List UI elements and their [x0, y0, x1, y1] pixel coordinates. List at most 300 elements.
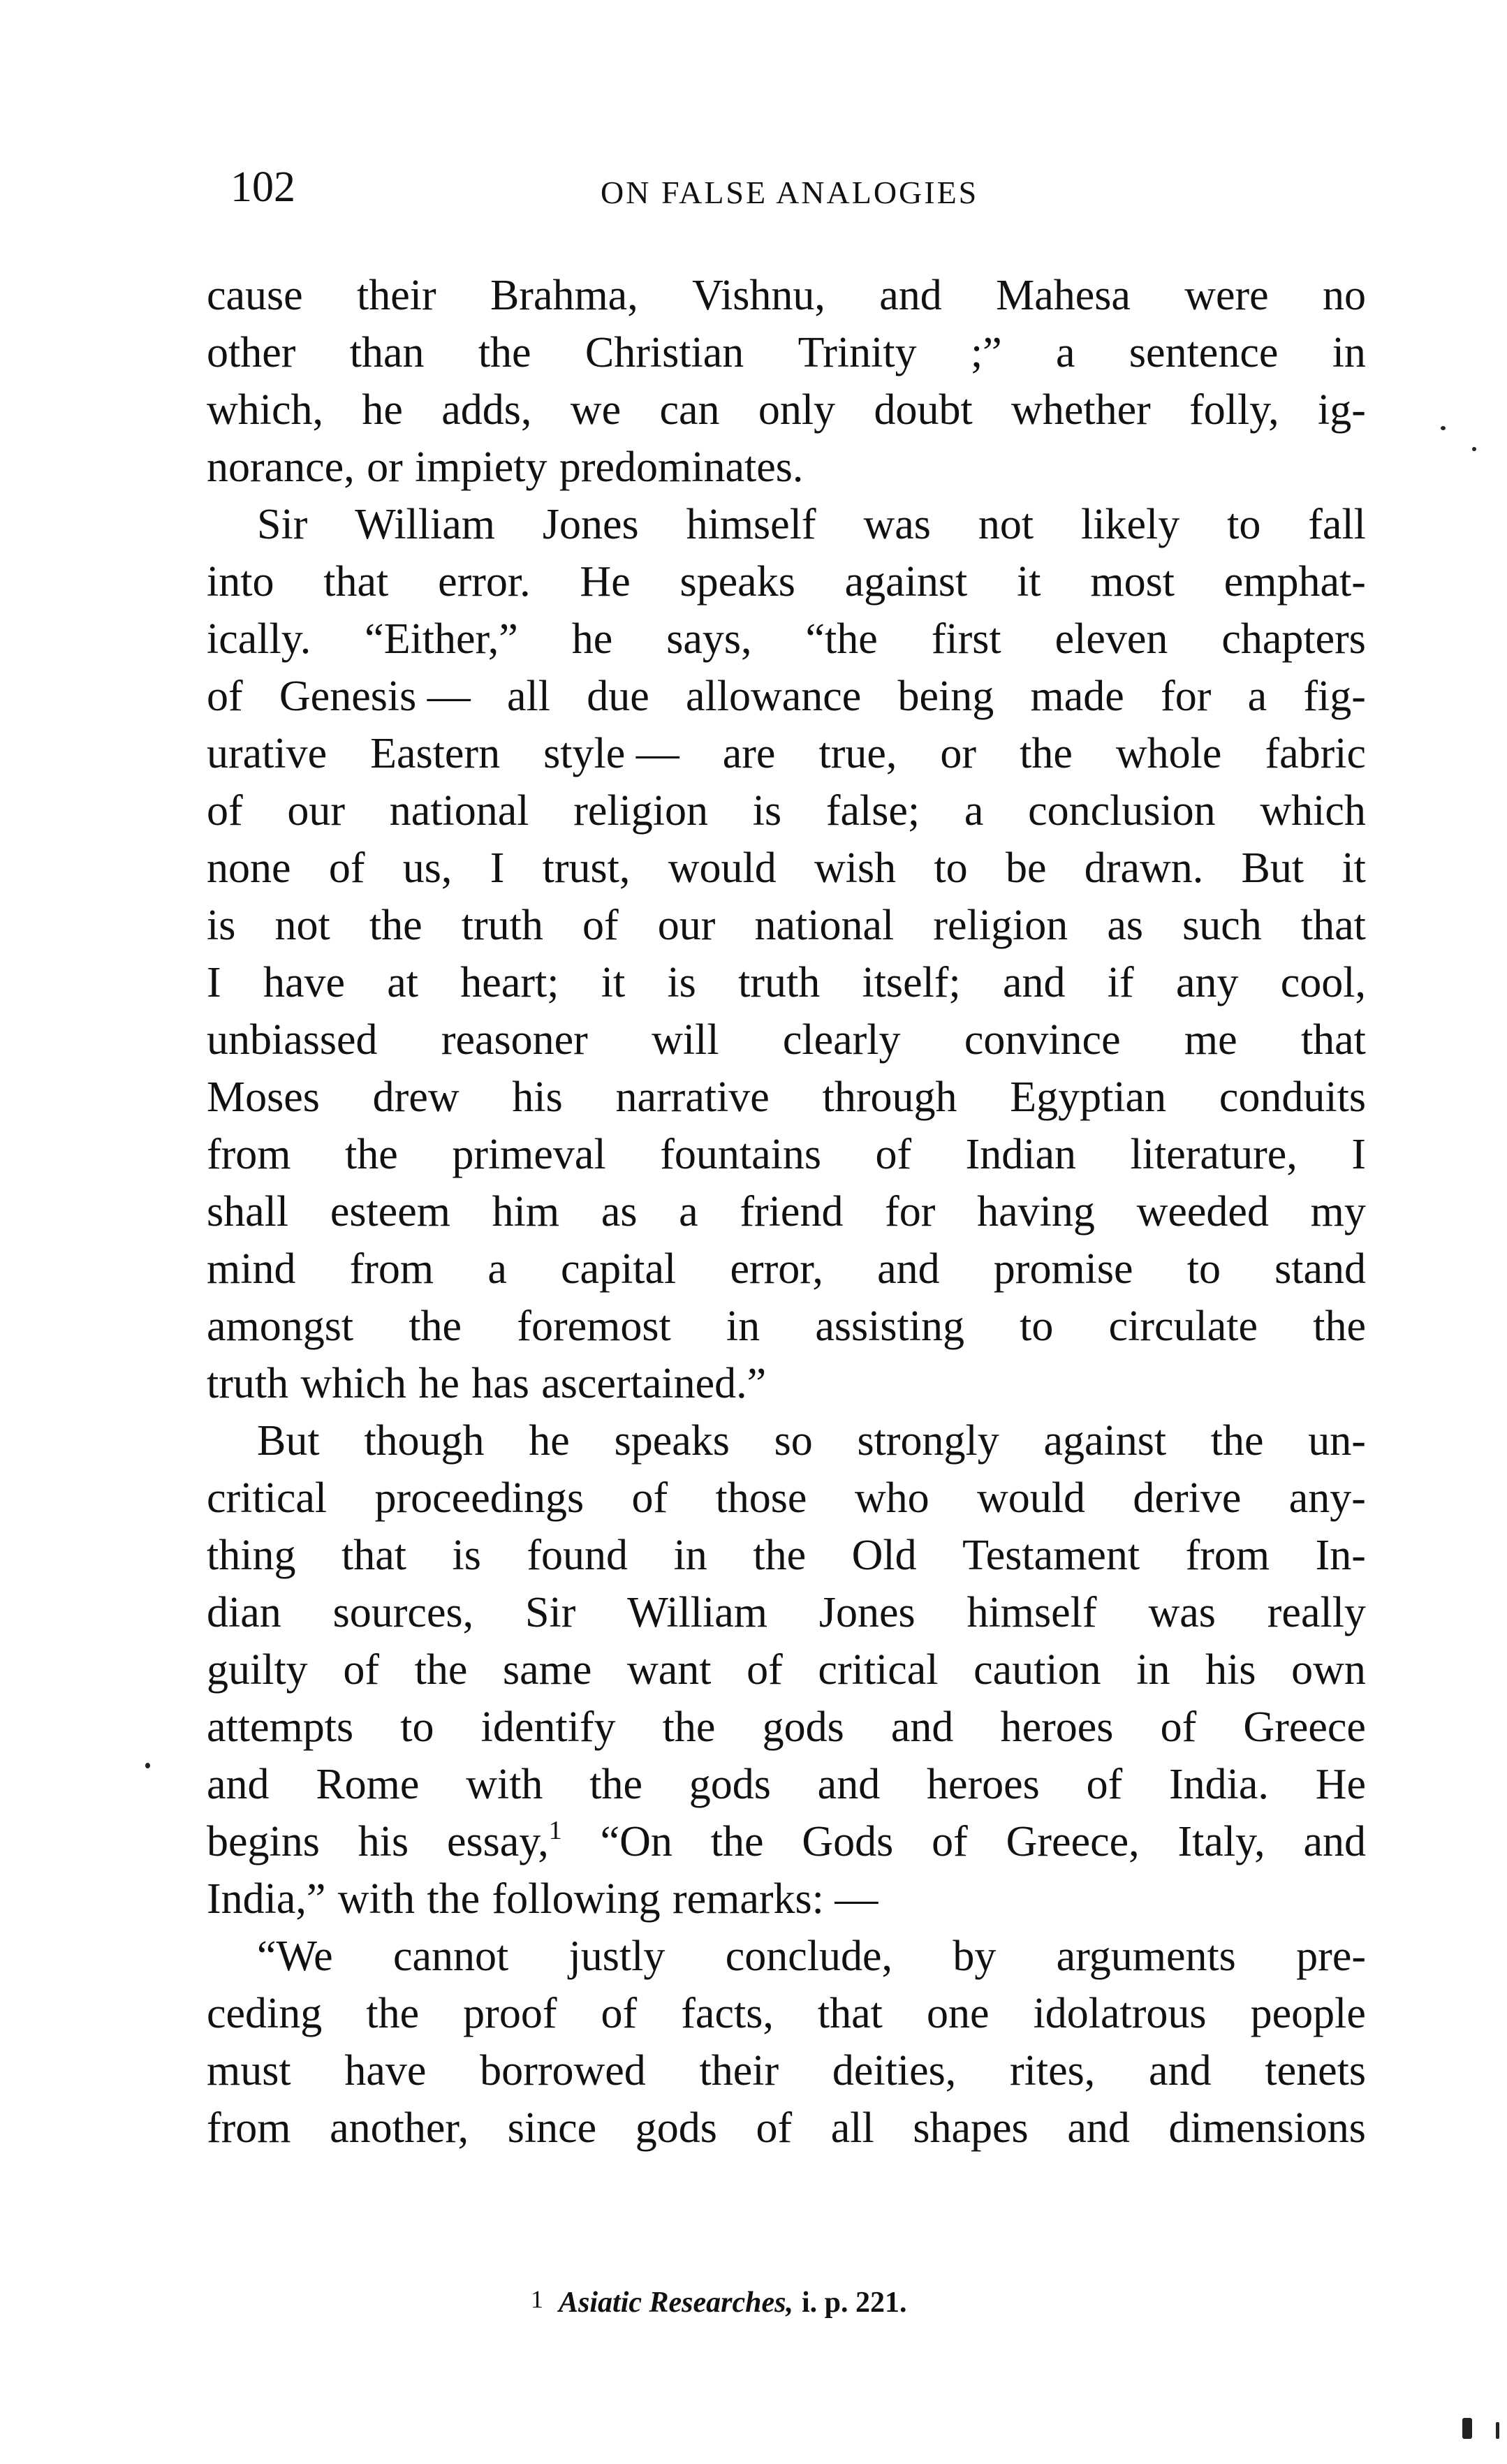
word: of — [328, 844, 365, 892]
word: true, — [818, 730, 897, 777]
word: from — [349, 1245, 434, 1293]
word: a — [964, 787, 984, 835]
text-line — [207, 1641, 1366, 1699]
word: unbiassed — [207, 1016, 378, 1064]
word: stand — [1274, 1245, 1366, 1293]
word: are — [722, 730, 776, 777]
word: ascertained.” — [541, 1360, 767, 1407]
word: he — [529, 1417, 570, 1465]
word: were — [1184, 272, 1269, 319]
text-line — [207, 1126, 1366, 1183]
text-line — [207, 725, 1366, 782]
word: justly — [568, 1933, 666, 1980]
word: But — [1241, 844, 1304, 892]
text-line — [207, 1928, 1366, 1985]
word: our — [287, 787, 346, 835]
word: reasoner — [441, 1016, 588, 1064]
word: one — [926, 1990, 990, 2037]
word: only — [758, 386, 836, 434]
text-line — [207, 1240, 1366, 1298]
word: whole — [1115, 730, 1222, 777]
word: of — [875, 1131, 912, 1178]
word: of — [207, 673, 243, 720]
word: speaks — [614, 1417, 730, 1465]
word: deities, — [832, 2047, 957, 2095]
word: conclude, — [725, 1933, 892, 1980]
text-line — [207, 1069, 1366, 1126]
word: would — [668, 844, 777, 892]
word: predominates. — [559, 443, 804, 491]
text-line — [207, 1527, 1366, 1584]
word: of — [631, 1474, 668, 1522]
word: us, — [402, 844, 453, 892]
word: drawn. — [1084, 844, 1204, 892]
word: truth — [461, 902, 543, 949]
word: want — [626, 1646, 712, 1694]
page-header — [230, 159, 1348, 215]
word: is — [207, 902, 236, 949]
word: He — [1315, 1761, 1366, 1808]
word: ig- — [1318, 386, 1366, 434]
word: or — [367, 443, 403, 491]
word: shall — [207, 1188, 289, 1235]
word: Greece — [1243, 1703, 1366, 1751]
word: must — [207, 2047, 291, 2095]
word: or — [940, 730, 977, 777]
word: the — [427, 1875, 480, 1923]
word: He — [580, 558, 631, 606]
word: “On — [600, 1818, 672, 1865]
word: own — [1291, 1646, 1366, 1694]
word: Trinity — [797, 329, 917, 376]
word: cannot — [392, 1933, 509, 1980]
word: truth — [738, 959, 821, 1006]
word: me — [1184, 1016, 1237, 1064]
word: he — [362, 386, 403, 434]
word: the — [478, 329, 531, 376]
word: William — [627, 1589, 767, 1636]
footnote — [531, 2278, 907, 2324]
word: has — [471, 1360, 529, 1407]
word: can — [659, 386, 720, 434]
word: critical — [207, 1474, 328, 1522]
word: of — [747, 1646, 783, 1694]
word: first — [931, 615, 1001, 663]
word: trust, — [542, 844, 631, 892]
word: of — [1160, 1703, 1197, 1751]
text-line — [207, 1469, 1366, 1527]
word: for — [1161, 673, 1212, 720]
text-line — [207, 1584, 1366, 1641]
word: identify — [480, 1703, 616, 1751]
text-line — [207, 553, 1366, 610]
word: a — [679, 1188, 698, 1235]
word: than — [349, 329, 425, 376]
word: ically. — [207, 615, 311, 663]
word: through — [822, 1073, 957, 1121]
word: weeded — [1136, 1188, 1269, 1235]
word: his — [358, 1818, 409, 1865]
text-line — [207, 839, 1366, 897]
word: Brahma, — [490, 272, 638, 319]
word: all — [506, 673, 550, 720]
word: William — [355, 501, 495, 548]
word: I — [1351, 1131, 1366, 1178]
word: says, — [666, 615, 752, 663]
word: Genesis — — [279, 673, 471, 720]
word: dimensions — [1168, 2104, 1366, 2152]
word: so — [774, 1417, 813, 1465]
text-line — [207, 1870, 1366, 1928]
word: that — [1300, 1016, 1366, 1064]
scan-speck — [145, 1763, 150, 1768]
word: of — [1086, 1761, 1123, 1808]
text-line — [207, 954, 1366, 1011]
word: it — [1017, 558, 1041, 606]
word: as — [1107, 902, 1143, 949]
word: guilty — [207, 1646, 308, 1694]
word: arguments — [1056, 1933, 1236, 1980]
word: heart; — [460, 959, 559, 1006]
word: fall — [1308, 501, 1366, 548]
word: remarks: — — [672, 1875, 879, 1923]
word: ;” — [970, 329, 1002, 376]
word: fountains — [660, 1131, 821, 1178]
word: essay,$^1$ — [446, 1816, 562, 1865]
word: impiety — [415, 443, 547, 491]
word: In- — [1315, 1532, 1366, 1579]
word: the — [1210, 1417, 1264, 1465]
text-line — [207, 897, 1366, 954]
word: rites, — [1010, 2047, 1096, 2095]
word: following — [492, 1875, 661, 1923]
word: of — [601, 1990, 638, 2037]
word: friend — [740, 1188, 844, 1235]
word: Egyptian — [1010, 1073, 1167, 1121]
word: allowance — [685, 673, 862, 720]
word: really — [1267, 1589, 1366, 1636]
word: capital — [561, 1245, 677, 1293]
word: the — [345, 1131, 398, 1178]
text-line — [207, 1011, 1366, 1069]
scan-speck — [1472, 447, 1476, 451]
word: none — [207, 844, 291, 892]
word: national — [389, 787, 529, 835]
running-title: ON FALSE ANALOGIES — [601, 175, 979, 210]
word: and — [1303, 1818, 1366, 1865]
word: Italy, — [1177, 1818, 1265, 1865]
word: the — [662, 1703, 716, 1751]
word: Rome — [316, 1761, 420, 1808]
word: dian — [207, 1589, 281, 1636]
word: from — [207, 1131, 291, 1178]
word: mind — [207, 1245, 296, 1293]
word: I — [490, 844, 505, 892]
word: urative — [207, 730, 328, 777]
word: such — [1182, 902, 1262, 949]
word: to — [1186, 1245, 1221, 1293]
word: the — [1313, 1303, 1366, 1350]
word: with — [466, 1761, 543, 1808]
word: a — [1247, 673, 1267, 720]
word: Jones — [542, 501, 639, 548]
word: promise — [993, 1245, 1133, 1293]
word: since — [507, 2104, 597, 2152]
word: not — [274, 902, 330, 949]
word: Testament — [962, 1532, 1140, 1579]
word: into — [207, 558, 274, 606]
word: Gods — [802, 1818, 894, 1865]
word: being — [897, 673, 994, 720]
word: begins — [207, 1818, 320, 1865]
word: religion — [933, 902, 1068, 949]
word: Vishnu, — [692, 272, 825, 319]
word: sentence — [1129, 329, 1279, 376]
text-line — [207, 1985, 1366, 2042]
word: assisting — [815, 1303, 964, 1350]
word: in — [673, 1532, 707, 1579]
word: though — [364, 1417, 485, 1465]
word: the — [366, 1990, 420, 2037]
word: Old — [851, 1532, 917, 1579]
word: that — [341, 1532, 406, 1579]
word: not — [978, 501, 1034, 548]
page-number: 102 — [230, 163, 295, 211]
word: which — [1260, 787, 1366, 835]
word: it — [1341, 844, 1366, 892]
word: at — [387, 959, 419, 1006]
word: heroes — [926, 1761, 1040, 1808]
word: that — [817, 1990, 883, 2037]
word: any — [1175, 959, 1239, 1006]
word: of — [582, 902, 619, 949]
word: Christian — [585, 329, 744, 376]
word: the — [414, 1646, 468, 1694]
word: in — [1136, 1646, 1170, 1694]
word: Moses — [207, 1073, 320, 1121]
word: his — [1205, 1646, 1256, 1694]
word: a — [487, 1245, 507, 1293]
word: against — [1043, 1417, 1167, 1465]
text-line — [207, 668, 1366, 725]
text-line — [207, 782, 1366, 839]
word: critical — [818, 1646, 939, 1694]
word: in — [1332, 329, 1366, 376]
text-line — [207, 439, 1366, 496]
scan-speck — [1441, 426, 1446, 430]
word: cause — [207, 272, 303, 319]
word: with — [337, 1875, 416, 1923]
word: a — [1056, 329, 1075, 376]
word: “We — [257, 1933, 333, 1980]
word: derive — [1133, 1474, 1242, 1522]
word: it — [601, 959, 626, 1006]
word: ceding — [207, 1990, 323, 2037]
word: against — [844, 558, 968, 606]
word: heroes — [1000, 1703, 1114, 1751]
word: amongst — [207, 1303, 354, 1350]
word: idolatrous — [1033, 1990, 1207, 2037]
word: gods — [635, 2104, 717, 2152]
word: that — [323, 558, 389, 606]
word: whether — [1011, 386, 1151, 434]
word: error, — [730, 1245, 823, 1293]
word: fig- — [1303, 673, 1366, 720]
word: will — [652, 1016, 719, 1064]
text-line — [207, 2099, 1366, 2157]
word: and — [1002, 959, 1066, 1006]
word: to — [1227, 501, 1261, 548]
word: he — [571, 615, 613, 663]
word: cool, — [1280, 959, 1366, 1006]
word: who — [854, 1474, 929, 1522]
text-line — [207, 610, 1366, 668]
word: drew — [372, 1073, 460, 1121]
text-line — [207, 267, 1366, 324]
word: religion — [573, 787, 709, 835]
word: and — [207, 1761, 270, 1808]
word: folly, — [1189, 386, 1279, 434]
word: and — [1149, 2047, 1212, 2095]
word: doubt — [874, 386, 973, 434]
word: adds, — [441, 386, 532, 434]
word: our — [657, 902, 716, 949]
word: I — [207, 959, 221, 1006]
word: from — [207, 2104, 291, 2152]
word: his — [512, 1073, 563, 1121]
word: gods — [689, 1761, 771, 1808]
word: style — — [543, 730, 679, 777]
word: Greece, — [1006, 1818, 1140, 1865]
text-line — [207, 1298, 1366, 1355]
word: Indian — [965, 1131, 1077, 1178]
word: and — [879, 272, 942, 319]
word: is — [452, 1532, 481, 1579]
text-line — [207, 496, 1366, 553]
word: another, — [330, 2104, 469, 2152]
word: India. — [1169, 1761, 1269, 1808]
text-line — [207, 1355, 1366, 1412]
word: no — [1322, 272, 1366, 319]
word: error. — [438, 558, 531, 606]
word: itself; — [862, 959, 961, 1006]
word: and — [817, 1761, 881, 1808]
word: gods — [762, 1703, 844, 1751]
word: have — [344, 2047, 427, 2095]
word: people — [1250, 1990, 1366, 2037]
footnote-source-title: Asiatic Researches, — [559, 2287, 793, 2319]
word: false; — [825, 787, 920, 835]
word: primeval — [452, 1131, 606, 1178]
word: chapters — [1221, 615, 1366, 663]
word: conduits — [1219, 1073, 1366, 1121]
text-line — [207, 1756, 1366, 1813]
word: “Either,” — [365, 615, 518, 663]
word: tenets — [1265, 2047, 1366, 2095]
word: same — [502, 1646, 592, 1694]
word: strongly — [857, 1417, 999, 1465]
word: proof — [463, 1990, 557, 2037]
word: most — [1090, 558, 1175, 606]
word: other — [207, 329, 296, 376]
word: have — [263, 959, 345, 1006]
word: clearly — [782, 1016, 901, 1064]
word: national — [754, 902, 895, 949]
word: if — [1107, 959, 1134, 1006]
word: found — [527, 1532, 628, 1579]
word: to — [400, 1703, 434, 1751]
word: and — [890, 1703, 954, 1751]
word: to — [934, 844, 968, 892]
word: India,” — [207, 1875, 326, 1923]
word: “the — [805, 615, 878, 663]
word: the — [710, 1818, 764, 1865]
word: emphat- — [1223, 558, 1366, 606]
word: is — [752, 787, 782, 835]
word: himself — [686, 501, 816, 548]
word: by — [953, 1933, 997, 1980]
scan-speck — [1462, 2418, 1472, 2439]
word: made — [1030, 673, 1124, 720]
text-line — [207, 1699, 1366, 1756]
word: circulate — [1108, 1303, 1258, 1350]
word: for — [885, 1188, 936, 1235]
text-line — [207, 2042, 1366, 2099]
word: un- — [1308, 1417, 1366, 1465]
word: thing — [207, 1532, 296, 1579]
word: pre- — [1296, 1933, 1366, 1980]
text-line — [207, 1813, 1366, 1870]
footnote-mark: 1 — [531, 2285, 543, 2313]
word: shapes — [913, 2104, 1029, 2152]
word: Mahesa — [996, 272, 1131, 319]
word: truth — [207, 1360, 289, 1407]
word: himself — [966, 1589, 1097, 1636]
word: having — [977, 1188, 1095, 1235]
word: the — [409, 1303, 462, 1350]
word: their — [357, 272, 436, 319]
word: wish — [814, 844, 897, 892]
word: Eastern — [370, 730, 501, 777]
word: of — [343, 1646, 379, 1694]
text-line — [207, 381, 1366, 439]
word: to — [1020, 1303, 1054, 1350]
word: is — [667, 959, 696, 1006]
word: that — [1300, 902, 1366, 949]
word: which, — [207, 386, 324, 434]
word: he — [418, 1360, 460, 1407]
body-text — [207, 267, 1366, 2157]
word: narrative — [615, 1073, 770, 1121]
word: literature, — [1130, 1131, 1298, 1178]
word: as — [601, 1188, 638, 1235]
word: esteem — [330, 1188, 450, 1235]
word: be — [1005, 844, 1047, 892]
word: and — [1067, 2104, 1130, 2152]
word: the — [369, 902, 422, 949]
word: we — [570, 386, 622, 434]
word: him — [492, 1188, 560, 1235]
text-line — [207, 1183, 1366, 1240]
word: of — [756, 2104, 793, 2152]
word: caution — [973, 1646, 1101, 1694]
word: sources, — [332, 1589, 474, 1636]
word: the — [753, 1532, 807, 1579]
word: borrowed — [480, 2047, 646, 2095]
footnote-page-reference: i. p. 221. — [801, 2287, 907, 2319]
word: Jones — [818, 1589, 916, 1636]
word: speaks — [679, 558, 795, 606]
